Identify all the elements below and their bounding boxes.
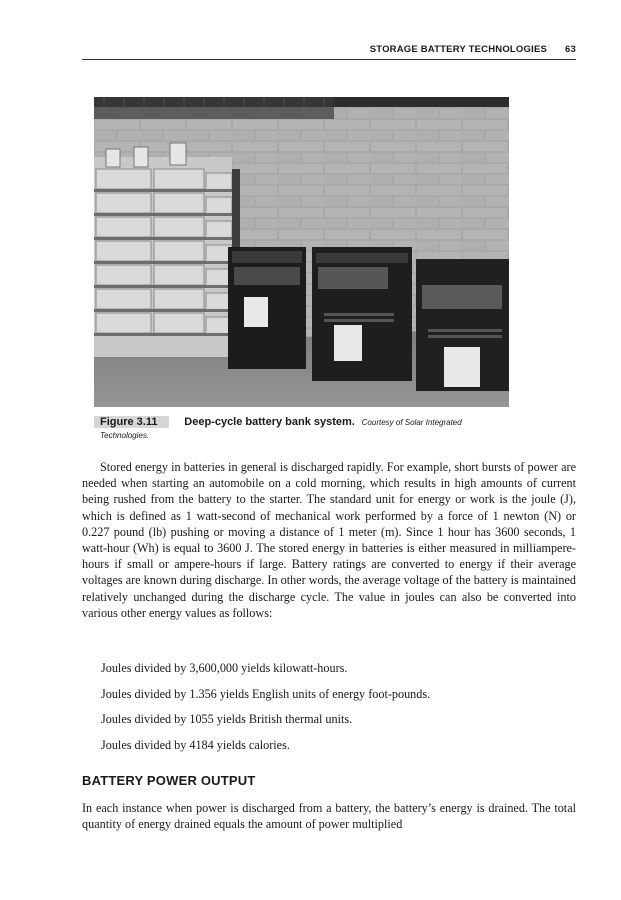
figure-caption xyxy=(94,415,514,442)
running-head xyxy=(82,44,576,55)
body-paragraph-2: In each instance when power is discharged from a battery, the battery’s energy is drained. The total quantity of energy drained equals the amount of power multiplied xyxy=(82,801,576,832)
figure-photo xyxy=(94,97,509,407)
figure-title: Deep-cycle battery bank system. xyxy=(184,416,355,428)
list-item: Joules divided by 1.356 yields English units of energy foot-pounds. xyxy=(101,686,431,701)
figure-label: Figure 3.11 xyxy=(94,416,169,428)
battery-racks xyxy=(94,143,240,357)
list-item: Joules divided by 1055 yields British thermal units. xyxy=(101,712,353,727)
list-item: Joules divided by 3,600,000 yields kilowatt-hours. xyxy=(101,661,348,675)
paragraph-text: Stored energy in batteries in general is discharged rapidly. For example, short bursts of power are needed when starting an automobile on a cold morning, which results in high amounts of current being rushed from the battery to the starter. The standard unit for energy or work is the joule (J), which is defined as 1 watt-second of mechanical work performed by a force of 1 newton (N) or 0.227 pound (lb) pushing or moving a distance of 1 meter (m). Since 1 hour has 3600 seconds, 1 watt-hour (Wh) is equal to 3600 J. The stored energy in batteries is either measured in milliampere-hours if small or ampere-hours if large. Battery ratings are converted to energy if their average voltages are known during discharge. In other words, the average voltage of the battery is maintained relatively unchanged during the discharge cycle. The value in joules can also be converted into various other energy values as follows: xyxy=(82,460,576,620)
page-number: 63 xyxy=(565,44,576,55)
figure-credit-continued: Technologies. xyxy=(100,431,150,440)
header-rule xyxy=(82,59,576,60)
section-heading: BATTERY POWER OUTPUT xyxy=(82,773,256,788)
list-item: Joules divided by 4184 yields calories. xyxy=(101,738,290,753)
body-paragraph-1 xyxy=(82,459,576,621)
conversion-list xyxy=(101,660,571,763)
figure-credit: Courtesy of Solar Integrated xyxy=(361,418,462,427)
running-title: STORAGE BATTERY TECHNOLOGIES xyxy=(369,44,548,55)
